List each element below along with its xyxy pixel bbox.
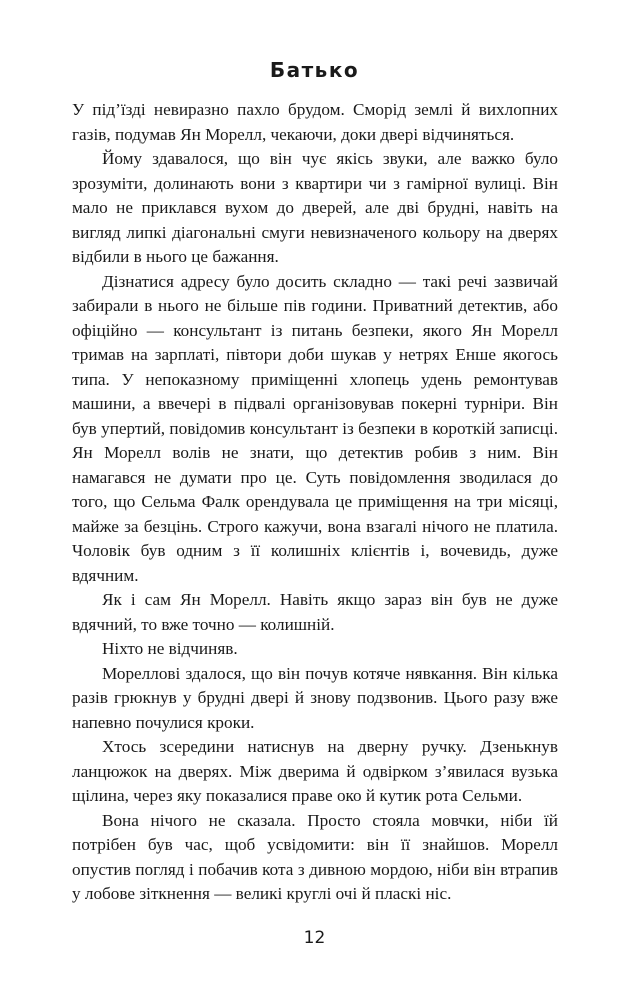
chapter-title: Батько <box>269 58 360 82</box>
paragraph: Як і сам Ян Морелл. Навіть якщо зараз він був не дуже вдячний, то вже точно — колишній. <box>72 590 558 634</box>
paragraph: Хтось зсередини натиснув на дверну ручку. Дзенькнув ланцюжок на дверях. Між дверима й одвірком з’явилася вузька щілина, через яку показалися праве око й кутик рота Сельми. <box>72 737 558 805</box>
page-number: 12 <box>303 928 326 948</box>
paragraph: Ніхто не відчиняв. <box>102 639 238 658</box>
paragraph: Дізнатися адресу було досить складно — такі речі зазвичай забирали в нього не більше пів години. Приватний детектив, або офіційно — консультант із питань безпеки, якого Ян Морелл тримав на зарплаті, півтори доби шукав у нетрях Енше якогось типа. У непоказному приміщенні хлопець удень ремонтував машини, а ввечері в підвалі організовував покерні турніри. Він був упертий, повідомив консультант із безпеки в короткій записці. Ян Морелл волів не знати, що детектив робив з ним. Він намагався не думати про це. Суть повідомлення зводилася до того, що Сельма Фалк орендувала це приміщення на три місяці, майже за безцінь. Строго кажучи, вона взагалі нічого не платила. Чоловік був одним з її колишніх клієнтів і, вочевидь, дуже вдячним. <box>72 271 558 585</box>
paragraph: Вона нічого не сказала. Просто стояла мовчки, ніби їй потрібен був час, щоб усвідомити: він її знайшов. Морелл опустив погляд і побачив кота з дивною мордою, ніби він втрапив у лобове зіткнення — великі круглі очі й пласкі ніс. <box>72 810 558 903</box>
paragraph: У під’їзді невиразно пахло брудом. Сморід землі й вихлопних газів, подумав Ян Морелл, чекаючи, доки двері відчиняться. <box>72 100 558 144</box>
paragraph: Мореллові здалося, що він почув котяче нявкання. Він кілька разів грюкнув у брудні двері й знову подзвонив. Цього разу вже напевно почулися кроки. <box>72 663 558 732</box>
paragraph: Йому здавалося, що він чує якісь звуки, але важко було зрозуміти, долинають вони з квартири чи з гамірної вулиці. Він мало не приклався вухом до дверей, але дві брудні, навіть на вигляд липкі діагональні смуги невизначеного кольору на дверях відбили в нього це бажання. <box>72 149 558 266</box>
chapter-text <box>72 98 558 907</box>
